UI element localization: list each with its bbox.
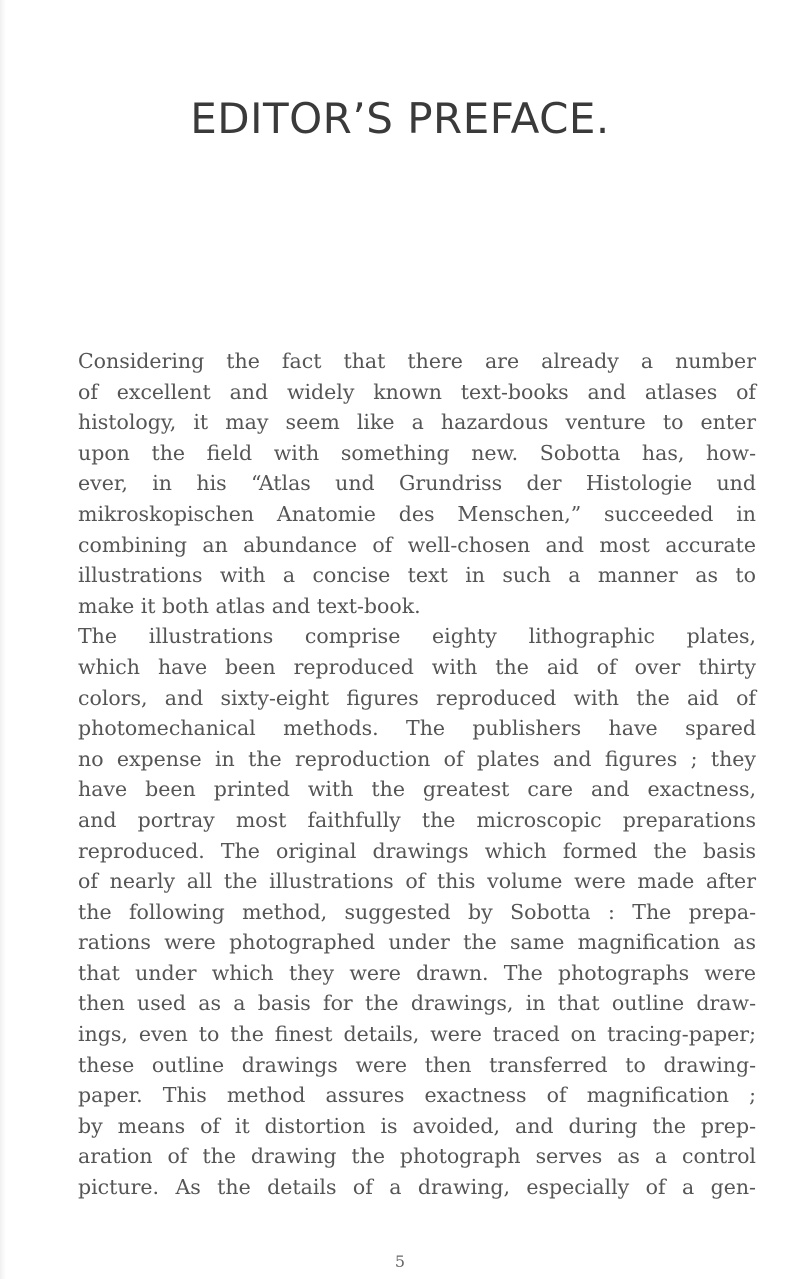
text-line: then used as a basis for the drawings, in that outline draw- xyxy=(78,991,756,1016)
text-line: by means of it distortion is avoided, and during the prep- xyxy=(78,1113,756,1138)
text-line: ever, in his “Atlas und Grundriss der Histologie und xyxy=(78,471,756,496)
text-line: rations were photographed under the same magnification as xyxy=(78,930,756,955)
text-line: these outline drawings were then transferred to drawing- xyxy=(78,1052,756,1077)
text-line: have been printed with the greatest care and exactness, xyxy=(78,777,756,802)
text-line: combining an abundance of well-chosen and most accurate xyxy=(78,532,756,557)
text-line: of excellent and widely known text-books and atlases of xyxy=(78,379,756,404)
page-title: EDITOR’S PREFACE. xyxy=(190,94,610,143)
text-line: paper. This method assures exactness of magnification ; xyxy=(78,1083,756,1108)
text-line: that under which they were drawn. The photographs were xyxy=(78,960,756,985)
text-line: aration of the drawing the photograph serves as a control xyxy=(78,1144,756,1169)
text-line: The illustrations comprise eighty lithographic plates, xyxy=(78,624,756,649)
text-line: colors, and sixty-eight figures reproduced with the aid of xyxy=(78,685,756,710)
text-line: mikroskopischen Anatomie des Menschen,” succeeded in xyxy=(78,501,756,526)
text-line: and portray most faithfully the microscopic preparations xyxy=(78,807,756,832)
text-line: upon the field with something new. Sobotta has, how- xyxy=(78,440,756,465)
text-line: the following method, suggested by Sobotta : The prepa- xyxy=(78,899,756,924)
text-line: ings, even to the finest details, were traced on tracing-paper; xyxy=(78,1022,756,1047)
page-number: 5 xyxy=(394,1252,406,1271)
text-line: Considering the fact that there are already a number xyxy=(78,349,756,373)
text-line: of nearly all the illustrations of this volume were made after xyxy=(78,869,756,894)
text-line: reproduced. The original drawings which formed the basis xyxy=(78,838,756,863)
text-line: make it both atlas and text-book. xyxy=(78,593,421,618)
text-line: histology, it may seem like a hazardous venture to enter xyxy=(78,410,756,435)
text-line: picture. As the details of a drawing, especially of a gen- xyxy=(78,1175,756,1200)
text-line: no expense in the reproduction of plates and figures ; they xyxy=(78,746,756,771)
text-line: illustrations with a concise text in such a manner as to xyxy=(78,563,756,588)
text-line: photomechanical methods. The publishers have spared xyxy=(78,716,756,741)
preface-text xyxy=(78,346,756,1203)
page-edge xyxy=(0,0,6,1279)
text-line: which have been reproduced with the aid of over thirty xyxy=(78,654,756,679)
